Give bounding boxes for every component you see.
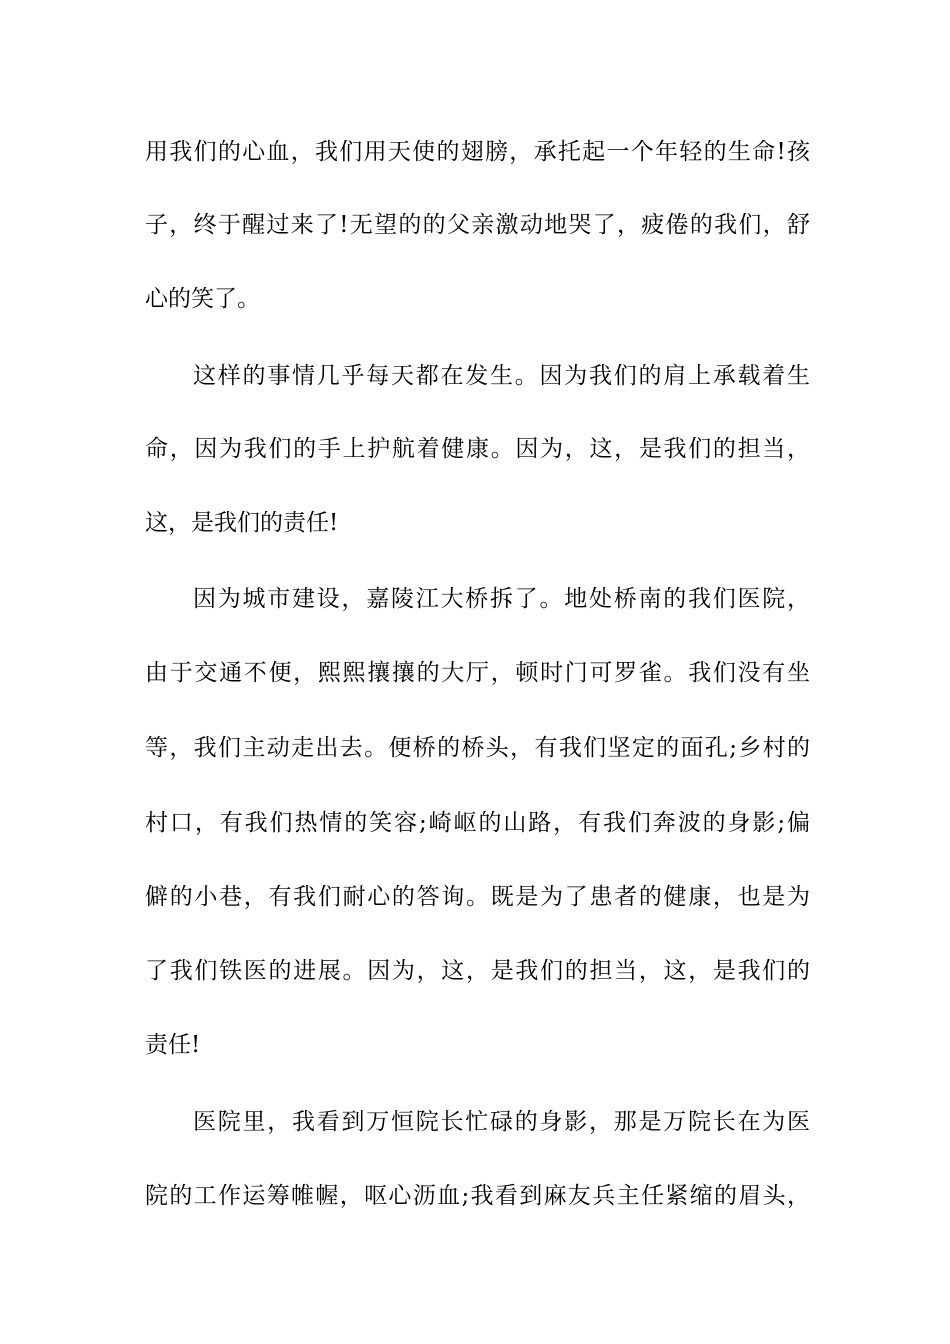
text-line: 僻的小巷，有我们耐心的答询。既是为了患者的健康，也是为: [145, 884, 810, 910]
text-line: 了我们铁医的进展。因为，这，是我们的担当，这，是我们的: [145, 958, 810, 984]
text-line: 命，因为我们的手上护航着健康。因为，这，是我们的担当，: [145, 436, 810, 462]
text-line: 等，我们主动走出去。便桥的桥头，有我们坚定的面孔;乡村的: [145, 735, 810, 761]
text-line: 用我们的心血，我们用天使的翅膀，承托起一个年轻的生命!孩: [145, 139, 810, 165]
text-line: 村口，有我们热情的笑容;崎岖的山路，有我们奔波的身影;偏: [145, 810, 810, 836]
paragraph-first-line: 医院里，我看到万恒院长忙碌的身影，那是万院长在为医: [193, 1109, 810, 1135]
text-line: 子，终于醒过来了!无望的的父亲激动地哭了，疲倦的我们，舒: [145, 212, 810, 238]
paragraph-first-line: 这样的事情几乎每天都在发生。因为我们的肩上承载着生: [193, 363, 810, 389]
text-line: 这，是我们的责任!: [145, 510, 339, 536]
text-line: 心的笑了。: [145, 286, 260, 312]
paragraph-first-line: 因为城市建设，嘉陵江大桥拆了。地处桥南的我们医院，: [193, 586, 810, 612]
text-line: 责任!: [145, 1032, 201, 1058]
text-line: 由于交通不便，熙熙攘攘的大厅，顿时门可罗雀。我们没有坐: [145, 660, 810, 686]
text-line: 院的工作运筹帷幄，呕心沥血;我看到麻友兵主任紧缩的眉头，: [145, 1183, 810, 1209]
